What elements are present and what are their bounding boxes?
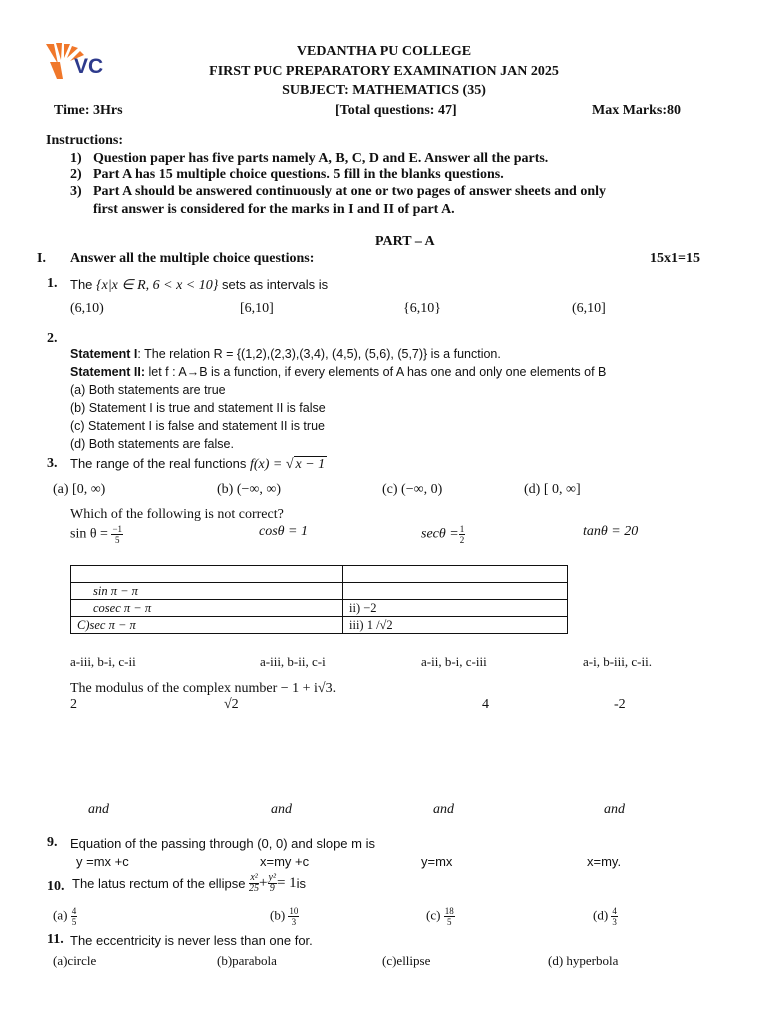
option: (a)circle [53,953,97,968]
option: (a) $\frac{4}{5}$ [53,906,77,927]
option: y=mx [421,854,453,869]
option: x=my +c [260,854,310,869]
total-questions: [Total questions: 47] [335,103,457,118]
table-cell [343,583,568,600]
question-text: The modulus of the complex number − 1 + i√3. [70,681,337,696]
option: and [271,802,292,817]
option: a-iii, b-ii, c-i [260,654,326,669]
question-number: 9. [47,835,58,850]
statement-one: Statement I: The relation R = {(1,2),(2,3),(3,4), (4,5), (5,6), (5,7)} is a function. [70,347,501,361]
option: [6,10] [240,301,274,316]
option: (b)parabola [217,953,277,968]
instructions-title: Instructions: [46,133,124,148]
option: (c)ellipse [382,953,431,968]
question-text: The {x|x ∈ R, 6 < x < 10} sets as intervals is [70,277,329,293]
question-number: 3. [47,456,58,471]
table-row [71,583,568,600]
table-cell: cosec π − π [71,600,343,617]
subject-title: SUBJECT: MATHEMATICS (35) [282,83,486,98]
instruction-number: 2) [70,167,82,182]
instruction-text: Part A has 15 multiple choice questions. 5 fill in the blanks questions. [93,167,504,182]
option: cosθ = 1 [259,524,308,539]
option: (c) (−∞, 0) [382,482,443,497]
college-name: VEDANTHA PU COLLEGE [296,44,472,59]
option: and [433,802,454,817]
question-number: 2. [47,331,58,346]
instruction-number: 3) [70,184,82,199]
time-allowed: Time: 3Hrs [54,103,123,118]
table-cell [71,566,343,583]
instruction-text: Question paper has five parts namely A, B, C, D and E. Answer all the parts. [93,151,549,166]
table-cell: sin π − π [71,583,343,600]
section-number: I. [37,251,46,266]
option: sin θ = $\frac{-1}{5}$ [70,524,123,545]
option: (d) $\frac{4}{3}$ [593,906,617,927]
logo-text: VC [74,55,104,78]
option: 2 [70,697,77,712]
exam-title: FIRST PUC PREPARATORY EXAMINATION JAN 2025 [209,64,559,79]
instruction-text: first answer is considered for the marks in I and II of part A. [93,202,455,217]
table-row [71,617,568,634]
question-number: 1. [47,276,58,291]
set-notation: {x|x ∈ R, 6 < x < 10} [96,278,219,293]
table-row [71,600,568,617]
option: (d) Both statements are false. [70,437,234,451]
option: (a) [0, ∞) [53,482,106,497]
option: and [604,802,625,817]
table-cell: iii) 1 /√2 [343,617,568,634]
option: -2 [614,697,626,712]
statement-two: Statement II: let f : A→B is a function, if every elements of A has one and only one elements of B [70,365,607,379]
option: (d) hyperbola [548,953,619,968]
option: a-i, b-iii, c-ii. [583,654,652,669]
question-number: 11. [47,932,64,947]
section-title: Answer all the multiple choice questions: [70,251,315,266]
option: a-ii, b-i, c-iii [421,654,487,669]
option: y =mx +c [76,854,129,869]
question-text: The latus rectum of the ellipse $\frac{\text{x²}}{25}$ + $\frac{\text{y²}}{9}$ = 1is [72,872,307,894]
table-cell: ii) −2 [343,600,568,617]
question-text: Equation of the passing through (0, 0) and slope m is [70,836,375,851]
option: x=my. [587,854,622,869]
table-cell [343,566,568,583]
option: secθ = $\frac{1}{2}$ [421,524,465,545]
instruction-text: Part A should be answered continuously at one or two pages of answer sheets and only [93,184,607,199]
option: (b) (−∞, ∞) [217,482,282,497]
table-row [71,566,568,583]
option: and [88,802,109,817]
option: (b) $\frac{10}{3}$ [270,906,299,927]
option: {6,10} [403,301,441,316]
question-text: The eccentricity is never less than one for. [70,933,313,948]
option: (d) [ 0, ∞] [524,482,581,497]
table-cell: C)sec π − π [71,617,343,634]
option: (c) Statement I is false and statement II is true [70,419,325,433]
option: a-iii, b-i, c-ii [70,654,136,669]
question-number: 10. [47,879,65,894]
question-text: The range of the real functions f(x) = √ x − 1 [70,456,326,472]
option: √2 [224,697,239,712]
question-text: Which of the following is not correct? [70,507,284,522]
option: tanθ = 20 [583,524,639,539]
option: (a) Both statements are true [70,383,226,397]
option: 4 [482,697,489,712]
option: (c) $\frac{18}{5}$ [426,906,454,927]
matching-table [70,565,568,634]
instruction-number: 1) [70,151,82,166]
option: (6,10] [572,301,606,316]
max-marks: Max Marks:80 [592,103,682,118]
section-marks: 15x1=15 [650,251,700,266]
part-title: PART – A [375,234,435,249]
option: (b) Statement I is true and statement II is false [70,401,326,415]
option: (6,10) [70,301,104,316]
